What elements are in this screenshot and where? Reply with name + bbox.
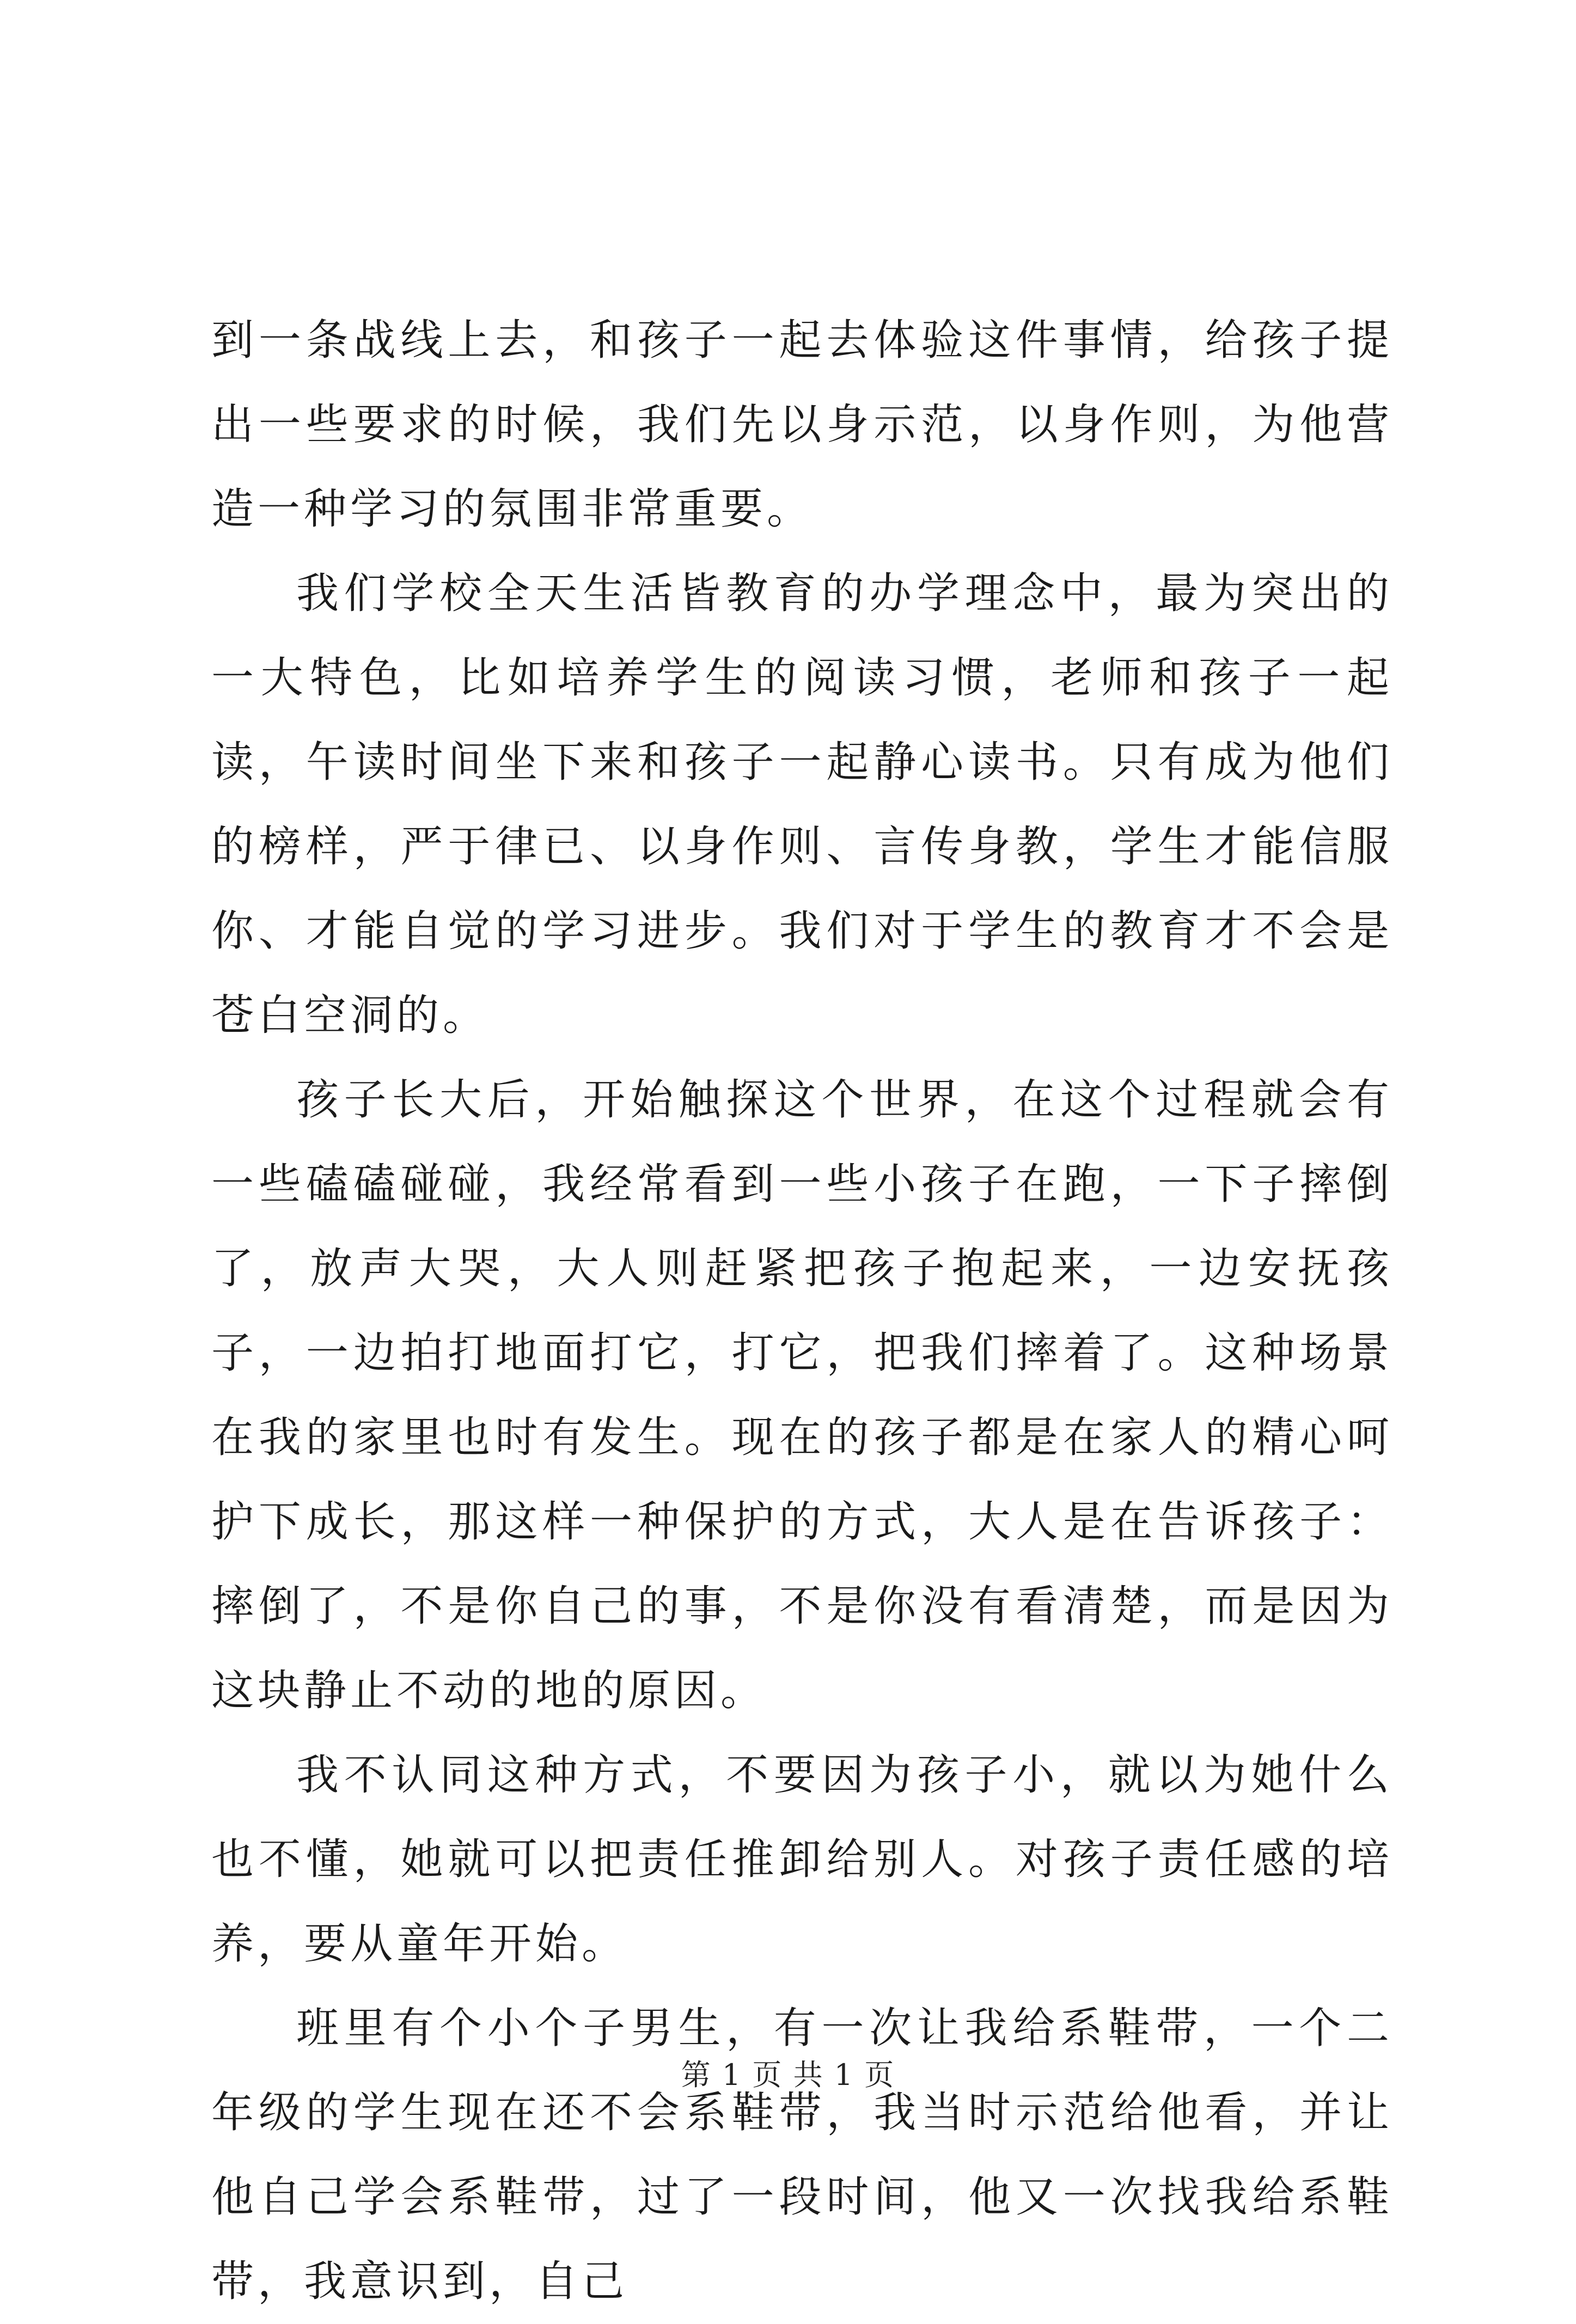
paragraph-continued: 到一条战线上去，和孩子一起去体验这件事情，给孩子提出一些要求的时候，我们先以身示范，以身作则，为他营造一种学习的氛围非常重要。 [211,316,1393,534]
paragraph: 我们学校全天生活皆教育的办学理念中，最为突出的一大特色，比如培养学生的阅读习惯，老师和孩子一起读，午读时间坐下来和孩子一起静心读书。只有成为他们的榜样，严于律已、以身作则、言传身教，学生才能信服你、才能自觉的学习进步。我们对于学生的教育才不会是苍白空洞的。 [211,569,1393,1040]
page-footer [0,2052,1576,2094]
paragraph: 班里有个小个子男生，有一次让我给系鞋带，一个二年级的学生现在还不会系鞋带，我当时示范给他看，并让他自己学会系鞋带，过了一段时间，他又一次找我给系鞋带，我意识到，自己 [211,2004,1393,2306]
page-number: 第 1 页 共 1 页 [681,2058,895,2092]
paragraph: 孩子长大后，开始触探这个世界，在这个过程就会有一些磕磕碰碰，我经常看到一些小孩子在跑，一下子摔倒了，放声大哭，大人则赶紧把孩子抱起来，一边安抚孩子，一边拍打地面打它，打它，把我们摔着了。这种场景在我的家里也时有发生。现在的孩子都是在家人的精心呵护下成长，那这样一种保护的方式，大人是在告诉孩子：摔倒了，不是你自己的事，不是你没有看清楚，而是因为这块静止不动的地的原因。 [211,1075,1393,1715]
document-body [211,298,1393,2324]
paragraph: 我不认同这种方式，不要因为孩子小，就以为她什么也不懂，她就可以把责任推卸给别人。对孩子责任感的培养，要从童年开始。 [211,1751,1393,1968]
